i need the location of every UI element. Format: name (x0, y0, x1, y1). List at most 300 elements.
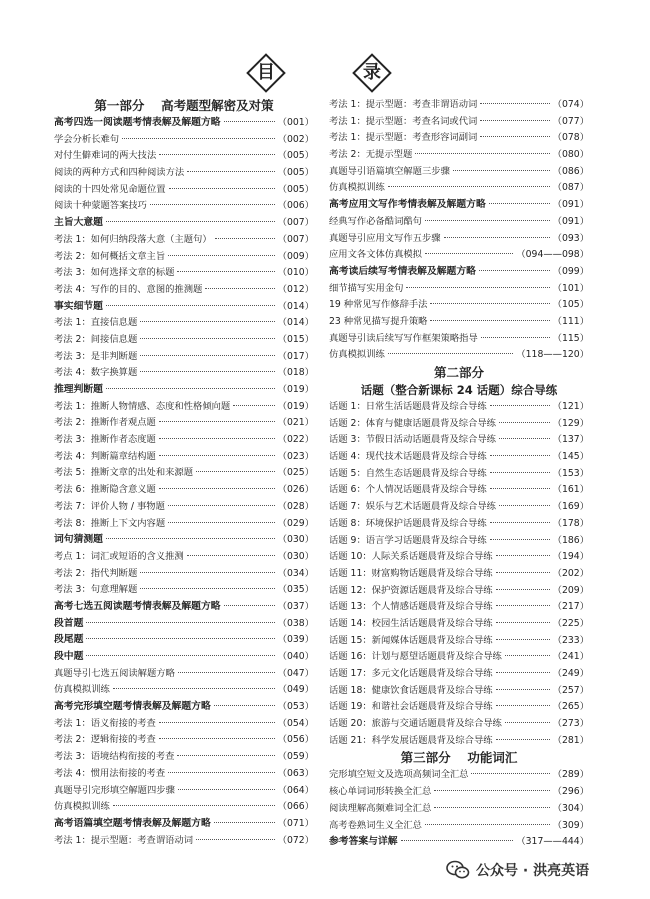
toc-entry (54, 148, 314, 165)
toc-entry-title: 阅读理解高频难词全汇总 (329, 802, 432, 814)
toc-entry-title: 考法 3：推断作者态度题 (54, 434, 156, 446)
toc-entry-title: 话题 1：日常生活话题晨背及综合导练 (329, 401, 487, 412)
toc-page-number: （309） (552, 819, 589, 831)
toc-page-number: （281） (552, 734, 589, 746)
dot-leader (430, 303, 549, 304)
toc-entry-title: 核心单词词形转换全汇总 (329, 786, 432, 798)
toc-entry (329, 347, 589, 364)
toc-page-number: （118——120） (516, 349, 589, 361)
toc-page-number: （257） (552, 684, 589, 696)
toc-entry (54, 482, 314, 499)
toc-page-number: （049） (277, 684, 314, 696)
toc-entry-title: 完形填空短文及选项高频词全汇总 (329, 769, 469, 781)
toc-entry-title: 19 种常见写作修辞手法 (329, 299, 428, 311)
toc-entry (329, 331, 589, 348)
toc-page-number: （304） (552, 802, 589, 814)
dot-leader (159, 154, 274, 155)
toc-entry-title: 话题 2：体育与健康话题晨背及综合导练 (329, 417, 496, 429)
dot-leader (168, 522, 275, 523)
dot-leader (177, 755, 274, 756)
toc-entry (54, 716, 314, 733)
dot-leader (159, 438, 275, 439)
toc-entry (54, 582, 314, 599)
dot-leader (490, 488, 550, 489)
toc-page-number: （099） (552, 265, 589, 277)
toc-entry-title: 考法 1：推断人物情感、态度和性格倾向题 (54, 400, 231, 412)
wechat-icon (446, 860, 470, 880)
toc-page-number: （007） (277, 233, 314, 245)
toc-entry (54, 249, 314, 266)
dot-leader (505, 655, 550, 656)
toc-entry-title: 话题 10：人际关系话题晨背及综合导练 (329, 551, 493, 563)
toc-entry-title: 参考答案与详解 (329, 836, 398, 848)
dot-leader (499, 438, 550, 439)
dot-leader (169, 188, 275, 189)
toc-entry-title: 高考卷熟词生义全汇总 (329, 819, 422, 831)
dot-leader (106, 538, 275, 539)
dot-leader (415, 153, 549, 154)
title-char-left: 目 (257, 62, 275, 83)
toc-entry-title: 高考完形填空题考情表解及解题方略 (54, 701, 211, 713)
toc-title (0, 53, 650, 97)
toc-section-entry (329, 264, 589, 281)
toc-entry-title: 阅读十种蒙题答案技巧 (54, 200, 147, 212)
toc-entry-title: 考法 1：提示型题：考查谓语动词 (54, 834, 194, 846)
toc-page-number: （121） (552, 401, 589, 412)
toc-page-number: （063） (277, 767, 314, 779)
toc-section-entry (329, 834, 589, 851)
toc-entry (54, 682, 314, 699)
toc-page-number: （005） (277, 150, 314, 162)
toc-page-number: （233） (552, 634, 589, 646)
toc-page-number: （035） (277, 584, 314, 596)
toc-entry-title: 高考四选一阅读题考情表解及解题方略 (54, 117, 221, 128)
toc-entry-title: 话题 3：节假日活动话题晨背及综合导练 (329, 434, 496, 446)
toc-entry (329, 516, 589, 533)
toc-entry (329, 533, 589, 550)
toc-page-number: （034） (277, 567, 314, 579)
toc-page-number: （077） (552, 115, 589, 127)
title-diamond-left (246, 53, 286, 93)
dot-leader (168, 255, 275, 256)
toc-entry (329, 314, 589, 331)
dot-leader (214, 822, 275, 823)
toc-page-number: （296） (552, 786, 589, 798)
part-subheading (329, 382, 589, 399)
dot-leader (86, 655, 274, 656)
toc-entry-title: 考法 5：推断文章的出处和来源题 (54, 467, 194, 479)
dot-leader (490, 472, 550, 473)
toc-page-number: （039） (277, 634, 314, 646)
dot-leader (106, 305, 275, 306)
dot-leader (430, 320, 549, 321)
toc-page-number: （194） (552, 551, 589, 563)
toc-entry (54, 566, 314, 583)
part-heading (329, 749, 589, 767)
toc-entry (54, 516, 314, 533)
toc-entry-title: 考法 2：无提示型题 (329, 149, 413, 161)
toc-left-column (54, 97, 314, 849)
dot-leader (505, 722, 550, 723)
toc-entry-title: 高考语篇填空题考情表解及解题方略 (54, 817, 211, 829)
toc-section-entry (54, 382, 314, 399)
toc-page-number: （001） (277, 117, 314, 128)
toc-entry (329, 164, 589, 181)
toc-entry-title: 话题 5：自然生态话题晨背及综合导练 (329, 467, 487, 479)
toc-entry-title: 学会分析长难句 (54, 133, 120, 145)
toc-page-number: （006） (277, 200, 314, 212)
toc-page-number: （009） (277, 250, 314, 262)
toc-entry-title: 话题 16：计划与愿望话题晨背及综合导练 (329, 651, 502, 663)
toc-entry (329, 566, 589, 583)
toc-entry-title: 话题 17：多元文化话题晨背及综合导练 (329, 668, 493, 679)
toc-entry (329, 231, 589, 248)
dot-leader (159, 455, 275, 456)
dot-leader (471, 773, 549, 774)
toc-entry-title: 段尾题 (54, 634, 84, 646)
dot-leader (490, 539, 550, 540)
dot-leader (187, 171, 274, 172)
toc-entry-title: 考法 1：提示型题：考查非谓语动词 (329, 99, 478, 110)
dot-leader (177, 271, 274, 272)
toc-page-number: （007） (277, 217, 314, 229)
toc-entry (329, 247, 589, 264)
watermark-text: 公众号 · 洪亮英语 (476, 863, 590, 879)
dot-leader (168, 505, 275, 506)
toc-section-entry (54, 616, 314, 633)
toc-entry (329, 416, 589, 433)
toc-page-number: （145） (552, 451, 589, 463)
toc-page-number: （078） (552, 132, 589, 144)
toc-entry-title: 考法 3：如何选择文章的标题 (54, 267, 175, 279)
toc-entry-title: 段中题 (54, 651, 84, 662)
toc-page-number: （209） (552, 584, 589, 596)
dot-leader (425, 253, 513, 254)
toc-section-entry (54, 215, 314, 232)
dot-leader (113, 805, 275, 806)
toc-entry-title: 话题 12：保护资源话题晨背及综合导练 (329, 584, 493, 596)
toc-entry (329, 499, 589, 516)
toc-entry-title: 第二部分 (433, 365, 484, 380)
toc-entry (54, 449, 314, 466)
toc-entry (54, 232, 314, 249)
toc-page-number: （064） (277, 784, 314, 796)
dot-leader (481, 337, 550, 338)
toc-entry-title: 应用文各文体仿真模拟 (329, 249, 422, 261)
toc-page-number: （010） (277, 267, 314, 279)
dot-leader (106, 388, 275, 389)
toc-page-number: （101） (552, 282, 589, 294)
toc-section-entry (54, 649, 314, 666)
dot-leader (490, 455, 550, 456)
toc-entry-title: 考法 3：句意理解题 (54, 584, 138, 596)
toc-entry (54, 165, 314, 182)
toc-entry-title: 话题（整合新课标 24 话题）综合导练 (360, 383, 558, 397)
toc-page-number: （054） (277, 717, 314, 729)
toc-page-number: （091） (552, 215, 589, 227)
dot-leader (496, 555, 550, 556)
toc-page-number: （019） (277, 400, 314, 412)
toc-page-number: （169） (552, 501, 589, 513)
dot-leader (401, 840, 514, 841)
dot-leader (453, 170, 550, 171)
dot-leader (214, 705, 275, 706)
toc-entry (329, 466, 589, 483)
toc-entry-title: 考法 2：间接信息题 (54, 333, 138, 345)
dot-leader (496, 705, 550, 706)
toc-entry (329, 716, 589, 733)
toc-entry (329, 214, 589, 231)
dot-leader (187, 555, 275, 556)
dot-leader (425, 824, 550, 825)
toc-entry-title: 考法 1：直接信息题 (54, 317, 138, 329)
toc-entry (54, 666, 314, 683)
toc-entry-title: 话题 21：科学发展话题晨背及综合导练 (329, 734, 493, 746)
dot-leader (159, 738, 275, 739)
toc-entry-title: 考法 7：评价人物 / 事物题 (54, 500, 165, 512)
dot-leader (480, 120, 549, 121)
toc-entry-title: 考法 2：推断作者观点题 (54, 417, 156, 429)
toc-entry (329, 683, 589, 700)
toc-entry-title: 考法 2：指代判断题 (54, 567, 138, 579)
toc-section-entry (54, 532, 314, 549)
toc-page-number: （129） (552, 417, 589, 429)
dot-leader (496, 689, 550, 690)
toc-page-number: （161） (552, 484, 589, 496)
dot-leader (178, 672, 275, 673)
toc-entry (54, 399, 314, 416)
toc-entry-title: 话题 4：现代技术话题晨背及综合导练 (329, 451, 487, 463)
toc-entry (329, 399, 589, 416)
dot-leader (233, 405, 274, 406)
dot-leader (425, 220, 550, 221)
toc-entry (54, 265, 314, 282)
toc-entry-title: 段首题 (54, 617, 84, 629)
toc-entry (329, 784, 589, 801)
toc-page-number: （317——444） (516, 836, 589, 848)
toc-page-number: （074） (552, 99, 589, 110)
toc-entry (54, 332, 314, 349)
toc-right-column (329, 97, 589, 851)
dot-leader (388, 186, 550, 187)
title-char-right: 录 (363, 62, 381, 83)
dot-leader (489, 203, 550, 204)
toc-entry-title: 仿真模拟训练 (329, 182, 385, 194)
toc-entry-title: 真题导引七选五阅读解题方略 (54, 667, 175, 679)
toc-page-number: （249） (552, 668, 589, 679)
dot-leader (140, 321, 274, 322)
toc-page-number: （018） (277, 367, 314, 379)
dot-leader (496, 672, 550, 673)
toc-page-number: （265） (552, 701, 589, 713)
toc-page-number: （066） (277, 801, 314, 813)
toc-entry-title: 真题导引完形填空解题四步骤 (54, 784, 175, 796)
toc-entry-title: 经典写作必备酷词酷句 (329, 215, 422, 227)
dot-leader (140, 338, 274, 339)
toc-entry (329, 130, 589, 147)
toc-entry (54, 549, 314, 566)
toc-entry-title: 细节描写实用金句 (329, 282, 404, 294)
part-heading (54, 97, 314, 115)
toc-page-number: （225） (552, 617, 589, 629)
toc-entry (54, 182, 314, 199)
dot-leader (496, 639, 550, 640)
toc-entry (329, 616, 589, 633)
toc-entry-title: 真题导引语篇填空解题三步骤 (329, 165, 450, 177)
toc-page-number: （005） (277, 167, 314, 179)
toc-page-number: （019） (277, 384, 314, 395)
toc-entry (54, 749, 314, 766)
toc-entry (329, 449, 589, 466)
toc-page-number: （030） (277, 550, 314, 562)
toc-page-number: （023） (277, 450, 314, 462)
toc-entry-title: 真题导引读后续写写作框架策略指导 (329, 332, 478, 344)
dot-leader (140, 588, 274, 589)
toc-page-number: （111） (552, 315, 589, 327)
toc-entry (329, 767, 589, 784)
dot-leader (496, 605, 550, 606)
toc-page-number: （026） (277, 484, 314, 496)
toc-entry-title: 阅读的十四处常见命题位置 (54, 183, 166, 195)
toc-page-number: （029） (277, 517, 314, 529)
toc-entry-title: 真题导引应用文写作五步骤 (329, 232, 441, 244)
toc-entry (329, 180, 589, 197)
toc-entry (329, 666, 589, 683)
toc-page-number: （153） (552, 467, 589, 479)
toc-entry-title: 高考七选五阅读题考情表解及解题方略 (54, 600, 221, 612)
dot-leader (480, 136, 549, 137)
toc-page-number: （137） (552, 434, 589, 446)
dot-leader (406, 287, 549, 288)
toc-entry (329, 818, 589, 835)
toc-entry-title: 话题 13：个人情感话题晨背及综合导练 (329, 601, 493, 613)
toc-page-number: （017） (277, 350, 314, 362)
toc-entry (329, 801, 589, 818)
toc-entry (54, 315, 314, 332)
dot-leader (106, 221, 275, 222)
toc-entry-title: 第三部分 功能词汇 (400, 750, 518, 766)
toc-entry-title: 仿真模拟训练 (329, 349, 385, 361)
dot-leader (499, 422, 550, 423)
toc-entry (54, 415, 314, 432)
toc-section-entry (54, 599, 314, 616)
toc-entry (329, 733, 589, 750)
toc-entry-title: 对付生僻难词的两大技法 (54, 150, 157, 162)
toc-entry (54, 282, 314, 299)
toc-page-number: （021） (277, 417, 314, 429)
toc-entry-title: 考法 3：是非判断题 (54, 350, 138, 362)
toc-entry-title: 话题 19：和谐社会话题晨背及综合导练 (329, 701, 493, 713)
toc-page-number: （056） (277, 734, 314, 746)
dot-leader (224, 121, 275, 122)
toc-entry (54, 766, 314, 783)
dot-leader (496, 622, 550, 623)
toc-entry-title: 考法 6：推断隐含意义题 (54, 484, 156, 496)
dot-leader (159, 488, 275, 489)
toc-entry-title: 考法 4：写作的目的、意图的推测题 (54, 283, 203, 295)
toc-page-number: （059） (277, 751, 314, 763)
toc-entry (329, 432, 589, 449)
toc-page-number: （015） (277, 333, 314, 345)
dot-leader (388, 353, 514, 354)
toc-page-number: （080） (552, 149, 589, 161)
toc-entry (54, 198, 314, 215)
dot-leader (113, 688, 275, 689)
toc-entry (54, 833, 314, 850)
toc-entry (329, 97, 589, 114)
toc-entry-title: 词句猜测题 (54, 534, 103, 546)
dot-leader (496, 739, 550, 740)
toc-entry-title: 考法 4：数字换算题 (54, 367, 138, 379)
toc-entry-title: 考法 1：语义衔接的考查 (54, 717, 156, 729)
toc-page-number: （086） (552, 165, 589, 177)
toc-entry (329, 297, 589, 314)
toc-entry (54, 783, 314, 800)
dot-leader (159, 722, 275, 723)
toc-page-number: （053） (277, 701, 314, 713)
toc-entry-title: 话题 20：旅游与交通话题晨背及综合导练 (329, 718, 502, 730)
toc-entry-title: 仿真模拟训练 (54, 801, 110, 813)
toc-entry-title: 考法 8：推断上下文内容题 (54, 517, 166, 529)
toc-page-number: （014） (277, 317, 314, 329)
toc-entry-title: 话题 7：娱乐与艺术话题晨背及综合导练 (329, 501, 496, 513)
dot-leader (86, 622, 274, 623)
toc-entry (54, 349, 314, 366)
toc-entry-title: 考法 3：语境结构衔接的考查 (54, 751, 175, 763)
dot-leader (496, 572, 550, 573)
toc-entry (54, 732, 314, 749)
toc-page-number: （072） (277, 834, 314, 846)
toc-page-number: （091） (552, 199, 589, 211)
toc-entry-title: 考点 1：词汇或短语的含义推测 (54, 550, 184, 562)
toc-entry-title: 话题 11：财富购物话题晨背及综合导练 (329, 567, 493, 579)
dot-leader (205, 288, 274, 289)
toc-page-number: （040） (277, 651, 314, 662)
dot-leader (196, 839, 275, 840)
toc-page-number: （186） (552, 534, 589, 546)
dot-leader (480, 103, 549, 104)
toc-entry (329, 583, 589, 600)
toc-page-number: （022） (277, 434, 314, 446)
dot-leader (490, 522, 550, 523)
toc-page-number: （005） (277, 183, 314, 195)
toc-entry (329, 482, 589, 499)
toc-entry (329, 549, 589, 566)
toc-entry-title: 考法 1：提示型题：考查名词或代词 (329, 115, 478, 127)
dot-leader (434, 807, 549, 808)
toc-page-number: （037） (277, 600, 314, 612)
dot-leader (444, 237, 550, 238)
dot-leader (159, 421, 275, 422)
toc-page-number: （028） (277, 500, 314, 512)
toc-entry-title: 考法 4：惯用法衔接的考查 (54, 767, 166, 779)
toc-page-number: （178） (552, 517, 589, 529)
toc-entry-title: 考法 1：如何归纳段落大意（主题句） (54, 233, 212, 245)
toc-section-entry (54, 816, 314, 833)
dot-leader (122, 138, 275, 139)
toc-entry-title: 仿真模拟训练 (54, 684, 110, 696)
toc-entry (54, 132, 314, 149)
toc-page-number: （030） (277, 534, 314, 546)
toc-entry-title: 话题 18：健康饮食话题晨背及综合导练 (329, 684, 493, 696)
dot-leader (178, 789, 275, 790)
toc-entry (329, 633, 589, 650)
toc-page-number: （241） (552, 651, 589, 663)
toc-entry-title: 第一部分 高考题型解密及对策 (94, 98, 274, 113)
dot-leader (215, 238, 275, 239)
toc-entry-title: 高考应用文写作考情表解及解题方略 (329, 199, 486, 211)
dot-leader (490, 405, 550, 406)
